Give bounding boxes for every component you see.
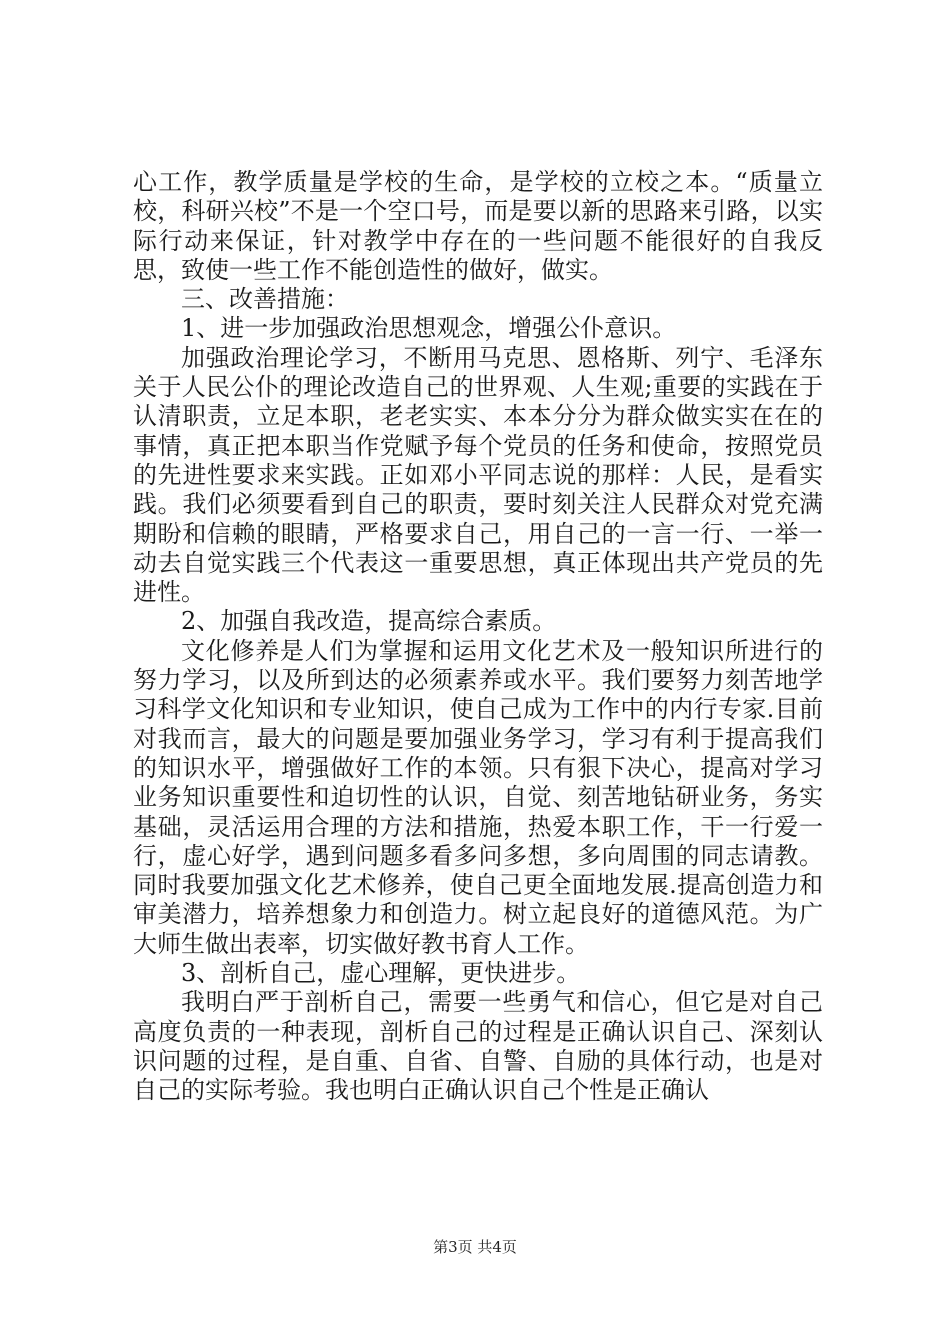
subheading-1: 1、进一步加强政治思想观念，增强公仆意识。: [181, 314, 677, 343]
paragraph-continuation: 心工作，教学质量是学校的生命，是学校的立校之本。“质量立校，科研兴校”不是一个空口号，而是要以新的思路来引路，以实际行动来保证，针对教学中存在的一些问题不能很好的自我反思，致使一些工作不能创造性的做好，做实。: [133, 168, 823, 284]
page-number-footer: 第3页 共4页: [433, 1238, 517, 1256]
subheading-2: 2、加强自我改造，提高综合素质。: [181, 607, 557, 636]
paragraph-self-analysis: 我明白严于剖析自己，需要一些勇气和信心，但它是对自己高度负责的一种表现，剖析自己的过程是正确认识自己、深刻认识问题的过程，是自重、自省、自警、自励的具体行动，也是对自己的实际考验。我也明白正确认识自己个性是正确认: [133, 988, 823, 1105]
paragraph-political-study: 加强政治理论学习，不断用马克思、恩格斯、列宁、毛泽东关于人民公仆的理论改造自己的世界观、人生观;重要的实践在于认清职责，立足本职，老老实实、本本分分为群众做实实在在的事情，真正把本职当作党赋予每个党员的任务和使命，按照党员的先进性要求来实践。正如邓小平同志说的那样：人民，是看实践。我们必须要看到自己的职责，要时刻关注人民群众对党充满期盼和信赖的眼睛，严格要求自己，用自己的一言一行、一举一动去自觉实践三个代表这一重要思想，真正体现出共产党员的先进性。: [133, 343, 823, 607]
section-heading-improvement-measures: 三、改善措施：: [181, 285, 349, 314]
paragraph-cultural-cultivation: 文化修养是人们为掌握和运用文化艺术及一般知识所进行的努力学习，以及所到达的必须素养或水平。我们要努力刻苦地学习科学文化知识和专业知识，使自己成为工作中的内行专家.目前对我而言，最大的问题是要加强业务学习，学习有利于提高我们的知识水平，增强做好工作的本领。只有狠下决心，提高对学习业务知识重要性和迫切性的认识，自觉、刻苦地钻研业务，务实基础，灵活运用合理的方法和措施，热爱本职工作，干一行爱一行，虚心好学，遇到问题多看多问多想，多向周围的同志请教。同时我要加强文化艺术修养，使自己更全面地发展.提高创造力和审美潜力，培养想象力和创造力。树立起良好的道德风范。为广大师生做出表率，切实做好教书育人工作。: [133, 636, 823, 958]
document-body: [133, 168, 823, 1106]
subheading-3: 3、剖析自己，虚心理解，更快进步。: [181, 959, 581, 988]
